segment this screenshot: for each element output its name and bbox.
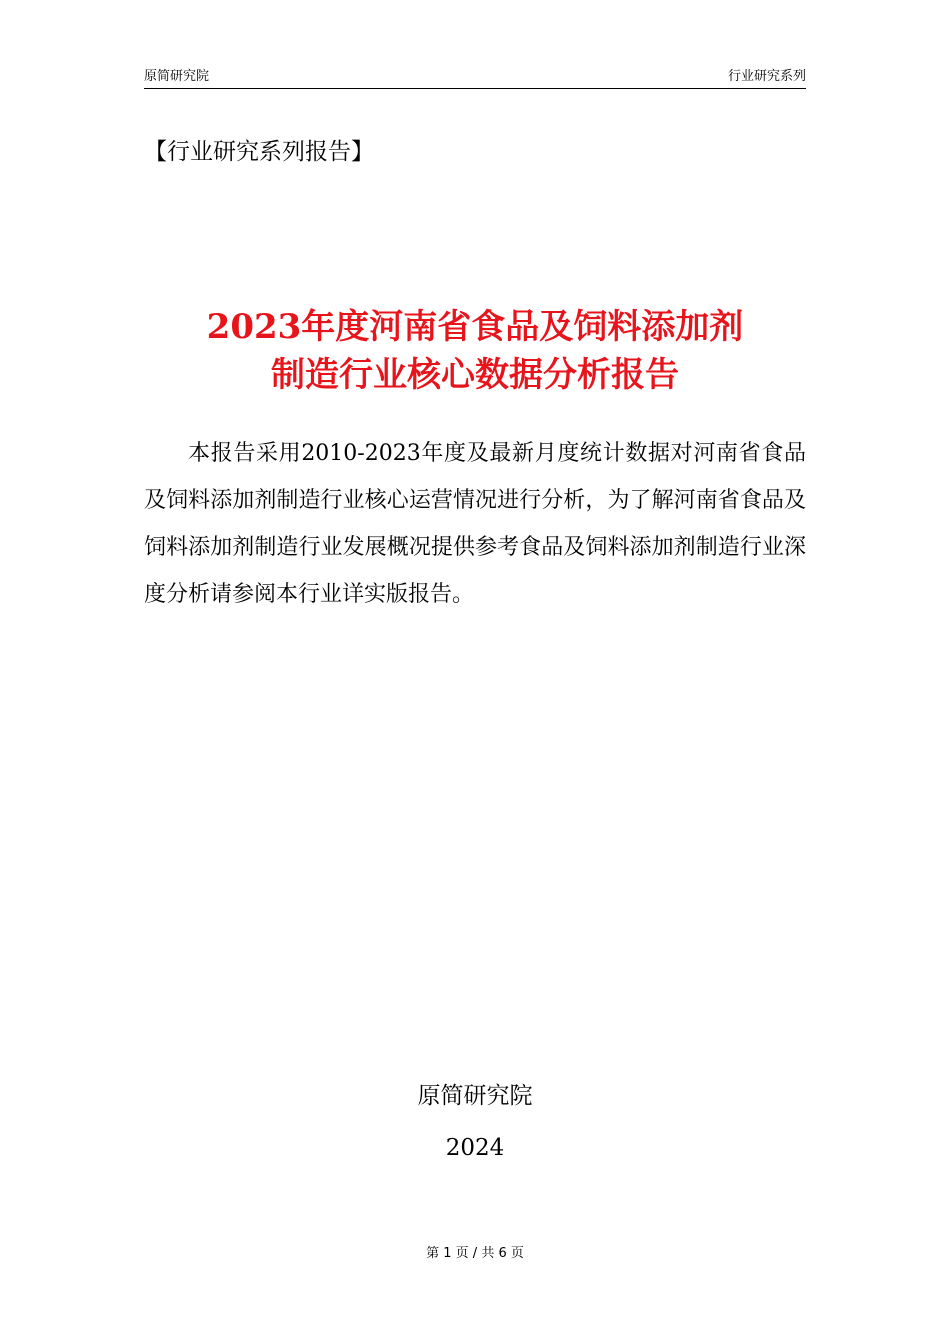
series-tag: 【行业研究系列报告】	[144, 139, 374, 165]
header-series-name: 行业研究系列	[727, 69, 806, 84]
report-title	[100, 303, 850, 399]
publisher-name: 原简研究院	[417, 1083, 533, 1109]
publish-year: 2024	[445, 1135, 505, 1161]
report-title-line-1: 2023年度河南省食品及饲料添加剂	[206, 307, 744, 347]
report-summary: 本报告采用2010-2023年度及最新月度统计数据对河南省食品及饲料添加剂制造行业核心运营情况进行分析，为了解河南省食品及饲料添加剂制造行业发展概况提供参考食品及饲料添加剂制造行业深度分析请参阅本行业详实版报告。	[144, 441, 806, 607]
page-header	[144, 70, 806, 89]
header-org-name: 原简研究院	[144, 69, 210, 84]
report-title-line-2: 制造行业核心数据分析报告	[271, 355, 679, 395]
page-number: 第 1 页 / 共 6 页	[426, 1246, 524, 1261]
